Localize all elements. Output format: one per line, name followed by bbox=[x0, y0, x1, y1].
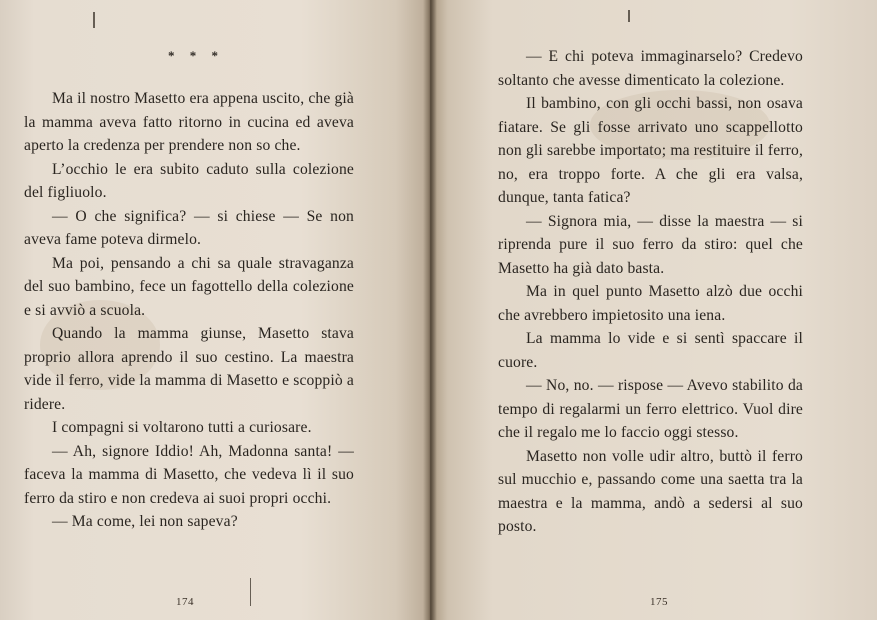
paragraph: Masetto non volle udir altro, buttò il ferro sul mucchio e, passando come una saetta tra la maestra e la mamma, andò a sedersi al suo posto. bbox=[498, 447, 803, 535]
paper-crease bbox=[250, 578, 251, 606]
paragraph: I compagni si voltarono tutti a curiosare. bbox=[52, 419, 312, 436]
paragraph: — E chi poteva immaginarselo? Credevo soltanto che avesse dimenticato la colezione. bbox=[498, 48, 803, 89]
right-page-text bbox=[498, 45, 803, 539]
paragraph: — Signora mia, — disse la maestra — si riprenda pure il suo ferro da stiro: quel che Masetto ha già dato basta. bbox=[498, 212, 803, 277]
pencil-mark bbox=[628, 10, 630, 22]
paragraph: Ma in quel punto Masetto alzò due occhi che avrebbero impietosito una iena. bbox=[498, 283, 803, 324]
paragraph: — Ma come, lei non sapeva? bbox=[52, 513, 238, 530]
paragraph: Quando la mamma giunse, Masetto stava proprio allora aprendo il suo cestino. La maestra vide il ferro, vide la mamma di Masetto e scoppiò a ridere. bbox=[24, 325, 354, 413]
section-break: * * * bbox=[168, 48, 224, 63]
pencil-mark bbox=[93, 12, 95, 28]
paragraph: L’occhio le era subito caduto sulla colezione del figliuolo. bbox=[24, 160, 354, 201]
right-page bbox=[430, 0, 877, 620]
paragraph: — Ah, signore Iddio! Ah, Madonna santa! — faceva la mamma di Masetto, che vedeva lì il suo ferro da stiro e non credeva ai suoi propri occhi. bbox=[24, 442, 354, 507]
paragraph: — O che significa? — si chiese — Se non aveva fame poteva dirmelo. bbox=[24, 207, 354, 248]
page-number: 174 bbox=[176, 596, 194, 608]
page-number: 175 bbox=[650, 596, 668, 608]
paragraph: Ma il nostro Masetto era appena uscito, che già la mamma aveva fatto ritorno in cucina ed aveva aperto la credenza per prendere non so che. bbox=[24, 90, 354, 154]
paragraph: Ma poi, pensando a chi sa quale stravaganza del suo bambino, fece un fagottello della colezione e si avviò a scuola. bbox=[24, 254, 354, 319]
paragraph: La mamma lo vide e si sentì spaccare il cuore. bbox=[498, 330, 803, 371]
paragraph: — No, no. — rispose — Avevo stabilito da tempo di regalarmi un ferro elettrico. Vuol dire che il regalo me lo faccio oggi stesso. bbox=[498, 377, 803, 441]
paragraph: Il bambino, con gli occhi bassi, non osava fiatare. Se gli fosse arrivato uno scappellotto non gli sarebbe importato; ma restituire il ferro, no, era troppo forte. A che gli era valsa, dunque, tanta fatica? bbox=[498, 95, 803, 206]
left-page-text bbox=[24, 87, 354, 534]
left-page bbox=[0, 0, 430, 620]
